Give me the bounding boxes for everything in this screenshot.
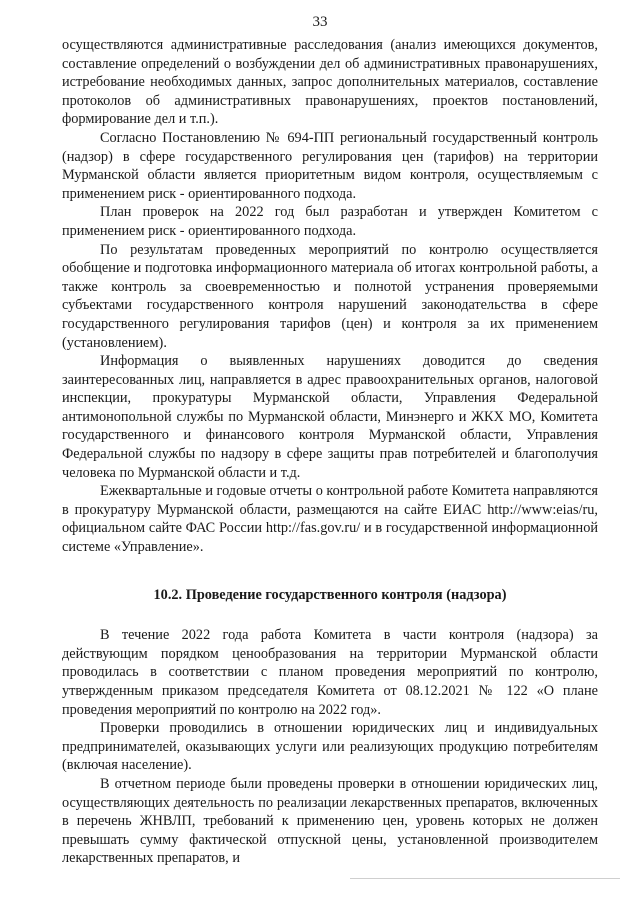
paragraph: В отчетном периоде были проведены проверки в отношении юридических лиц, осуществляющих деятельность по реализации лекарственных препаратов, включенных в перечень ЖНВЛП, требований к применению цен, уровень которых не должен превышать сумму фактической отпускной цены, установленной производителем лекарственных препаратов, и — [62, 775, 598, 867]
footer-divider — [350, 878, 620, 879]
page-content — [62, 36, 598, 868]
paragraph: Ежеквартальные и годовые отчеты о контрольной работе Комитета направляются в прокуратуру Мурманской области, размещаются на сайте ЕИАС http://www:eias/ru, официальном сайте ФАС России http://fas.gov.ru/ и в государственной информационной системе «Управление». — [62, 483, 598, 556]
paragraph: осуществляются административные расследования (анализ имеющихся документов, составление определений о возбуждении дел об административных правонарушениях, истребование необходимых данных, запрос дополнительных материалов, составление протоколов об административных правонарушениях, проектов постановлений, формирование дел и т.п.). — [62, 37, 598, 128]
section-heading: 10.2. Проведение государственного контроля (надзора) — [153, 586, 507, 603]
body-text-after — [62, 626, 598, 868]
body-text-before — [62, 36, 598, 557]
page-number: 33 — [312, 14, 328, 30]
paragraph: В течение 2022 года работа Комитета в части контроля (надзора) за действующим порядком ценообразования на территории Мурманской области проводилась в соответствии с планом проведения мероприятий по контролю, утвержденным приказом председателя Комитета от 08.12.2021 № 122 «О плане проведения мероприятий по контролю на 2022 год». — [62, 627, 598, 718]
paragraph: Согласно Постановлению № 694-ПП региональный государственный контроль (надзор) в сфере государственного регулирования цен (тарифов) на территории Мурманской области является приоритетным видом контроля, осуществляемым с применением риск - ориентированного подхода. — [62, 129, 598, 202]
paragraph: План проверок на 2022 год был разработан и утвержден Комитетом с применением риск - ориентированного подхода. — [62, 204, 598, 239]
paragraph: Проверки проводились в отношении юридических лиц и индивидуальных предпринимателей, оказывающих услуги или реализующих продукцию потребителям (включая население). — [62, 720, 598, 774]
paragraph: По результатам проведенных мероприятий по контролю осуществляется обобщение и подготовка информационного материала об итогах контрольной работы, а также контроль за своевременностью и полнотой устранения проверяемыми субъектами государственного контроля нарушений законодательства в сфере государственного регулирования тарифов (цен) и контроля за их применением (установлением). — [62, 241, 598, 351]
paragraph: Информация о выявленных нарушениях доводится до сведения заинтересованных лиц, направляется в адрес правоохранительных органов, налоговой инспекции, прокуратуры Мурманской области, Управления Федеральной антимонопольной службы по Мурманской области, Минэнерго и ЖКХ МО, Комитета государственного и финансового контроля Мурманской области, Управления Федеральной службы по надзору в сфере защиты прав потребителей и благополучия человека по Мурманской области и т.д. — [62, 353, 598, 481]
